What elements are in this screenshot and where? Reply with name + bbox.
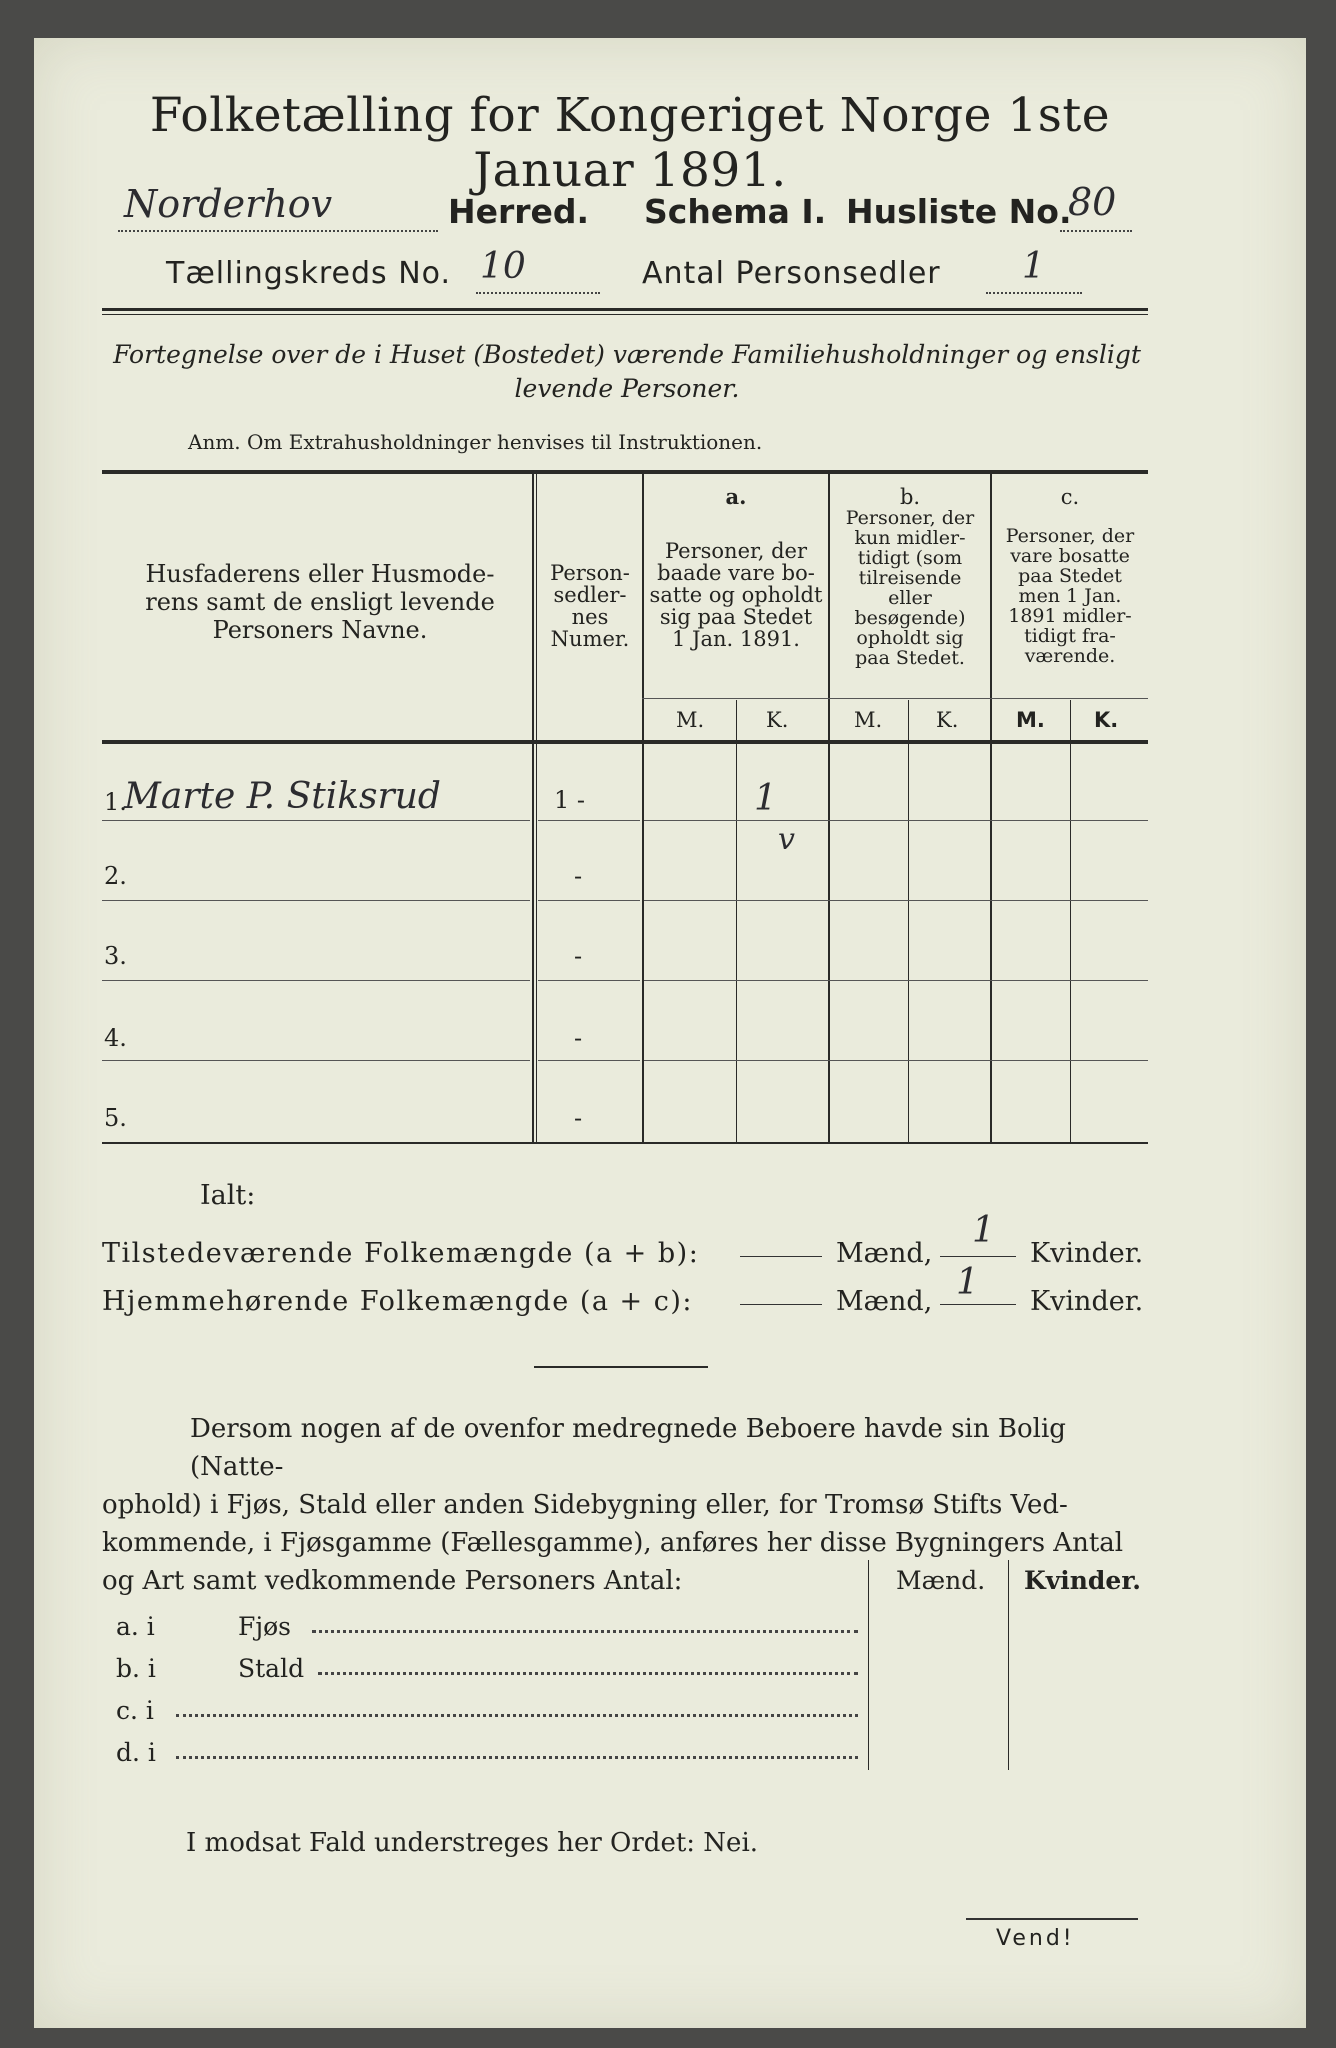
total-line-2-maend: Mænd, [836, 1286, 933, 1317]
header-a: Personer, der baade vare bo- satte og opholdt sig paa Stedet 1 Jan. 1891. [649, 539, 823, 651]
a-k-label: K. [766, 708, 789, 732]
row-number: 4. [104, 1024, 127, 1052]
row-nummer: - [574, 942, 583, 970]
schema-label: Schema I. [644, 192, 827, 231]
building-item-letter: a. i [116, 1612, 155, 1641]
section-divider [534, 1366, 708, 1368]
header-names: Husfaderens eller Husmode- rens samt de ensligt levende Personers Navne. [145, 560, 495, 644]
building-item-letter: b. i [116, 1654, 156, 1683]
building-maend-header: Mænd. [896, 1566, 986, 1595]
row-nummer: - [574, 862, 583, 890]
herred-value: Norderhov [124, 182, 333, 226]
antal-field [986, 246, 1082, 294]
header-b-letter: b. [899, 485, 921, 509]
building-item-letter: c. i [116, 1696, 154, 1725]
total-line-1-kvinder-value: 1 [972, 1210, 995, 1251]
husliste-value: 80 [1068, 180, 1117, 224]
total-line-2-kvinder-value: 1 [956, 1262, 979, 1303]
herred-label: Herred. [448, 192, 590, 231]
antal-label: Antal Personsedler [642, 256, 941, 291]
row-number: 5. [104, 1104, 127, 1132]
note-paragraph: Dersom nogen af de ovenfor medregnede Beboere havde sin Bolig (Natte- ophold) i Fjøs, Stald eller anden Sidebygning eller, for Tromsø Stifts Ved- kommende, i Fjøsgamme (Fællesgamme), anføres her disse Bygningers Antal og Art samt vedkommende Personers Antal: [102, 1414, 1124, 1596]
header-rule [102, 308, 1148, 311]
census-sheet [34, 38, 1306, 2028]
b-k-label: K. [936, 708, 959, 732]
header-c-letter: c. [1060, 485, 1080, 509]
intro-line-1: Fortegnelse over de i Huset (Bostedet) værende Familiehusholdninger og ensligt [113, 340, 1141, 369]
total-line-1-maend: Mænd, [836, 1238, 933, 1269]
row-number: 2. [104, 862, 127, 890]
kreds-value: 10 [480, 246, 526, 287]
building-item-letter: d. i [116, 1738, 156, 1767]
building-item-label: Fjøs [238, 1612, 291, 1641]
herred-field [118, 182, 438, 232]
row-a-k-value: 1 [754, 778, 777, 819]
antal-value: 1 [1022, 246, 1045, 287]
intro-line-2: levende Personer. [514, 374, 740, 403]
a-m-label: M. [676, 708, 705, 732]
kreds-label: Tællingskreds No. [166, 256, 451, 291]
total-line-1-kvinder: Kvinder. [1030, 1238, 1144, 1269]
row-nummer: 1 - [554, 786, 586, 814]
b-m-label: M. [854, 708, 883, 732]
total-line-1-label: Tilstedeværende Folkemængde (a + b): [102, 1238, 700, 1269]
row-number: 3. [104, 942, 127, 970]
page-title: Folketælling for Kongeriget Norge 1ste Januar 1891. [149, 88, 1111, 198]
header-numer: Person- sedler- nes Numer. [550, 561, 630, 651]
husliste-label: Husliste No. [846, 192, 1072, 231]
total-line-2-label: Hjemmehørende Folkemængde (a + c): [102, 1286, 693, 1317]
header-b: Personer, der kun midler- tidigt (som tilreisende eller besøgende) opholdt sig paa Stedet. [845, 507, 975, 669]
row-nummer: - [574, 1024, 583, 1052]
c-k-label: K. [1094, 708, 1119, 732]
vend-label: Vend! [996, 1926, 1075, 1951]
c-m-label: M. [1016, 708, 1045, 732]
ialt-label: Ialt: [200, 1180, 256, 1211]
footer-note: I modsat Fald understreges her Ordet: Nei. [186, 1828, 759, 1858]
building-kvinder-header: Kvinder. [1024, 1566, 1141, 1595]
row-nummer: - [574, 1104, 583, 1132]
husliste-field [1060, 180, 1132, 232]
row-check-mark: v [778, 822, 795, 857]
table-bottom-rule [102, 1142, 1148, 1144]
total-line-2-kvinder: Kvinder. [1030, 1286, 1144, 1317]
kreds-field [476, 246, 600, 294]
header-c: Personer, der vare bosatte paa Stedet men 1 Jan. 1891 midler- tidigt fra- værende. [1005, 525, 1135, 667]
header-a-letter: a. [725, 484, 747, 509]
row-number: 1. [104, 788, 127, 816]
anm-note: Anm. Om Extrahusholdninger henvises til Instruktionen. [188, 430, 763, 454]
row-name: Marte P. Stiksrud [124, 776, 441, 817]
building-item-label: Stald [238, 1654, 305, 1683]
